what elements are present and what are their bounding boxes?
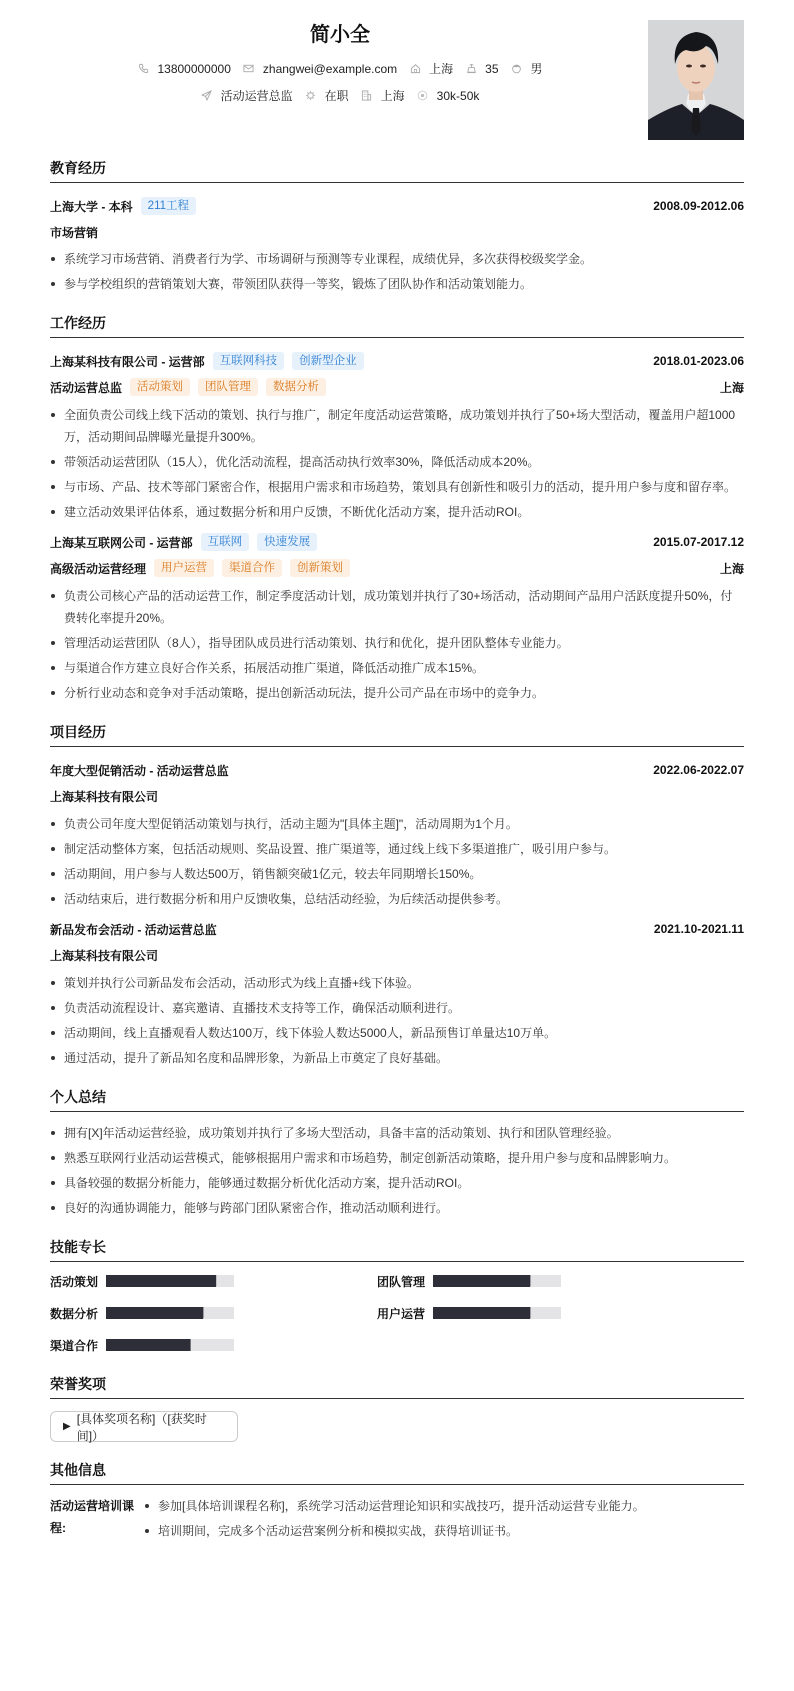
projects-title: 项目经历 (50, 722, 744, 747)
school-name: 上海大学 - 本科 (50, 199, 133, 214)
list-item: 参与学校组织的营销策划大赛，带领团队获得一等奖，锻炼了团队协作和活动策划能力。 (50, 273, 744, 295)
list-item: 带领活动运营团队（15人），优化活动流程，提高活动执行效率30%，降低活动成本20%。 (50, 451, 744, 473)
list-item: 管理活动运营团队（8人），指导团队成员进行活动策划、执行和优化，提升团队整体专业能力。 (50, 632, 744, 654)
building-icon (361, 90, 373, 102)
list-item: 活动结束后，进行数据分析和用户反馈收集，总结活动经验，为后续活动提供参考。 (50, 888, 744, 910)
education-item (50, 193, 744, 295)
info-city (409, 60, 453, 77)
summary-section (50, 1087, 744, 1219)
info-target-city (361, 87, 405, 104)
salary-text: 30k-50k (436, 88, 480, 103)
skill-bar (106, 1275, 234, 1287)
info-age (465, 62, 498, 76)
info-phone (137, 62, 230, 76)
list-item: 参加[具体培训课程名称]，系统学习活动运营理论知识和实战技巧，提升活动运营专业能力。 (144, 1495, 744, 1517)
list-item: 通过活动，提升了新品知名度和品牌形象，为新品上市奠定了良好基础。 (50, 1047, 744, 1069)
company-row (50, 348, 744, 374)
job-info-row (50, 87, 630, 104)
mail-icon (243, 63, 255, 75)
list-item: 拥有[X]年活动运营经验，成功策划并执行了多场大型活动，具备丰富的活动策划、执行和团队管理经验。 (50, 1122, 744, 1144)
project-item (50, 757, 744, 910)
age-text: 35 (485, 61, 499, 76)
project-bullets (50, 813, 744, 910)
list-item: 培训期间，完成多个活动运营案例分析和模拟实战，获得培训证书。 (144, 1520, 744, 1542)
salary-icon (417, 90, 429, 102)
list-item: 策划并执行公司新品发布会活动，活动形式为线上直播+线下体验。 (50, 972, 744, 994)
target-position-text: 活动运营总监 (220, 89, 293, 103)
project-date: 2021.10-2021.11 (653, 922, 744, 936)
role-name: 高级活动运营经理 (50, 561, 147, 576)
list-item: 熟悉互联网行业活动运营模式，能够根据用户需求和市场趋势，制定创新活动策略，提升用户参与度和品牌影响力。 (50, 1147, 744, 1169)
project-bullets (50, 972, 744, 1069)
skill-name: 渠道合作 (50, 1338, 99, 1353)
info-email (243, 62, 397, 76)
work-date: 2018.01-2023.06 (653, 354, 744, 368)
work-bullets (50, 585, 744, 704)
phone-text: 13800000000 (157, 61, 231, 76)
skill-item (377, 1304, 704, 1322)
skill-item (50, 1336, 377, 1354)
skill-fill (106, 1339, 191, 1351)
home-icon (409, 63, 421, 75)
skill-item (50, 1272, 377, 1290)
list-item: 负责公司核心产品的活动运营工作，制定季度活动计划，成功策划并执行了30+场活动，活动期间产品用户活跃度提升50%，付费转化率提升20%。 (50, 585, 744, 629)
skill-fill (433, 1307, 530, 1319)
skill-bar (106, 1339, 234, 1351)
skill-item (377, 1272, 704, 1290)
project-company: 上海某科技有限公司 (50, 789, 159, 804)
send-icon (201, 90, 213, 102)
major-row (50, 219, 744, 245)
award-item-toggle[interactable] (50, 1411, 238, 1442)
skills-section (50, 1237, 744, 1354)
other-item-label: 活动运营培训课程: (50, 1499, 135, 1535)
skill-bar (433, 1275, 561, 1287)
role-row (50, 374, 744, 400)
summary-title: 个人总结 (50, 1087, 744, 1112)
list-item: 具备较强的数据分析能力，能够通过数据分析优化活动方案，提升活动ROI。 (50, 1172, 744, 1194)
skill-name: 用户运营 (377, 1306, 426, 1321)
company-name: 上海某互联网公司 - 运营部 (50, 535, 193, 550)
education-header-row (50, 193, 744, 219)
awards-title: 荣誉奖项 (50, 1374, 744, 1399)
role-tag: 用户运营 (154, 559, 214, 577)
work-bullets (50, 404, 744, 523)
status-icon (305, 90, 317, 102)
skill-bar (106, 1307, 234, 1319)
list-item: 活动期间，线上直播观看人数达100万，线下体验人数达5000人，新品预售订单量达10万单。 (50, 1022, 744, 1044)
list-item: 全面负责公司线上线下活动的策划、执行与推广，制定年度活动运营策略，成功策划并执行了50+场大型活动，覆盖用户超1000万，活动期间品牌曝光量提升300%。 (50, 404, 744, 448)
work-location: 上海 (719, 561, 744, 576)
role-tag: 团队管理 (198, 378, 258, 396)
skill-name: 团队管理 (377, 1274, 426, 1289)
profile-photo (648, 20, 744, 140)
other-item (50, 1495, 744, 1545)
list-item: 良好的沟通协调能力，能够与跨部门团队紧密合作，推动活动顺利进行。 (50, 1197, 744, 1219)
education-date: 2008.09-2012.06 (653, 199, 744, 213)
list-item: 分析行业动态和竞争对手活动策略，提出创新活动玩法，提升公司产品在市场中的竞争力。 (50, 682, 744, 704)
other-section (50, 1460, 744, 1545)
company-tag: 互联网 (201, 533, 250, 551)
skill-name: 活动策划 (50, 1274, 99, 1289)
role-row (50, 555, 744, 581)
skill-fill (106, 1275, 216, 1287)
role-tag: 数据分析 (266, 378, 326, 396)
project-company: 上海某科技有限公司 (50, 948, 159, 963)
expand-triangle-icon: ▶ (63, 1421, 71, 1432)
role-tag: 活动策划 (130, 378, 190, 396)
other-title: 其他信息 (50, 1460, 744, 1485)
work-title: 工作经历 (50, 313, 744, 338)
contact-info-row (50, 60, 630, 77)
job-status-text: 在职 (324, 89, 349, 103)
work-location: 上海 (719, 380, 744, 395)
target-city-text: 上海 (380, 89, 405, 103)
list-item: 负责公司年度大型促销活动策划与执行，活动主题为"[具体主题]"，活动周期为1个月。 (50, 813, 744, 835)
company-row (50, 529, 744, 555)
skill-name: 数据分析 (50, 1306, 99, 1321)
age-icon (465, 63, 477, 75)
role-tag: 创新策划 (290, 559, 350, 577)
company-tag: 创新型企业 (292, 352, 364, 370)
work-item (50, 348, 744, 523)
portrait-image (648, 20, 744, 140)
work-section (50, 313, 744, 704)
project-header-row (50, 916, 744, 942)
summary-bullets (50, 1122, 744, 1219)
education-bullets (50, 248, 744, 295)
gender-icon (511, 63, 523, 75)
gender-text: 男 (530, 62, 543, 76)
email-text: zhangwei@example.com (262, 61, 398, 76)
skill-item (50, 1304, 377, 1322)
candidate-name: 简小全 (310, 24, 370, 46)
list-item: 负责活动流程设计、嘉宾邀请、直播技术支持等工作，确保活动顺利进行。 (50, 997, 744, 1019)
skill-fill (106, 1307, 203, 1319)
resume-page (50, 0, 744, 1545)
work-date: 2015.07-2017.12 (653, 535, 744, 549)
work-item (50, 529, 744, 704)
award-text: [具体奖项名称]（[获奖时间]） (76, 1411, 207, 1443)
company-tag: 互联网科技 (213, 352, 285, 370)
list-item: 制定活动整体方案，包括活动规则、奖品设置、推广渠道等，通过线上线下多渠道推广，吸引用户参与。 (50, 838, 744, 860)
project-company-row (50, 783, 744, 809)
education-section (50, 158, 744, 295)
info-salary (417, 89, 480, 103)
projects-section (50, 722, 744, 1069)
resume-header (50, 0, 744, 160)
info-job-status (305, 87, 349, 104)
info-gender (511, 60, 543, 77)
major-name: 市场营销 (50, 225, 99, 240)
list-item: 建立活动效果评估体系，通过数据分析和用户反馈，不断优化活动方案，提升活动ROI。 (50, 501, 744, 523)
education-title: 教育经历 (50, 158, 744, 183)
company-name: 上海某科技有限公司 - 运营部 (50, 354, 205, 369)
city-text: 上海 (429, 62, 454, 76)
skill-bar (433, 1307, 561, 1319)
project-company-row (50, 942, 744, 968)
role-tag: 渠道合作 (222, 559, 282, 577)
company-tag: 快速发展 (257, 533, 317, 551)
skills-grid (50, 1272, 744, 1354)
project-name: 新品发布会活动 - 活动运营总监 (50, 922, 217, 937)
phone-icon (137, 63, 149, 75)
project-item (50, 916, 744, 1069)
list-item: 与市场、产品、技术等部门紧密合作，根据用户需求和市场趋势，策划具有创新性和吸引力的活动，提升用户参与度和留存率。 (50, 476, 744, 498)
list-item: 活动期间，用户参与人数达500万，销售额突破1亿元，较去年同期增长150%。 (50, 863, 744, 885)
school-tag: 211工程 (141, 197, 196, 215)
project-date: 2022.06-2022.07 (653, 763, 744, 777)
skill-fill (433, 1275, 530, 1287)
info-target-position (201, 87, 293, 104)
other-item-bullets (144, 1495, 744, 1545)
project-name: 年度大型促销活动 - 活动运营总监 (50, 763, 229, 778)
list-item: 与渠道合作方建立良好合作关系，拓展活动推广渠道，降低活动推广成本15%。 (50, 657, 744, 679)
project-header-row (50, 757, 744, 783)
awards-section (50, 1374, 744, 1442)
skills-title: 技能专长 (50, 1237, 744, 1262)
role-name: 活动运营总监 (50, 380, 123, 395)
list-item: 系统学习市场营销、消费者行为学、市场调研与预测等专业课程，成绩优异，多次获得校级奖学金。 (50, 248, 744, 270)
